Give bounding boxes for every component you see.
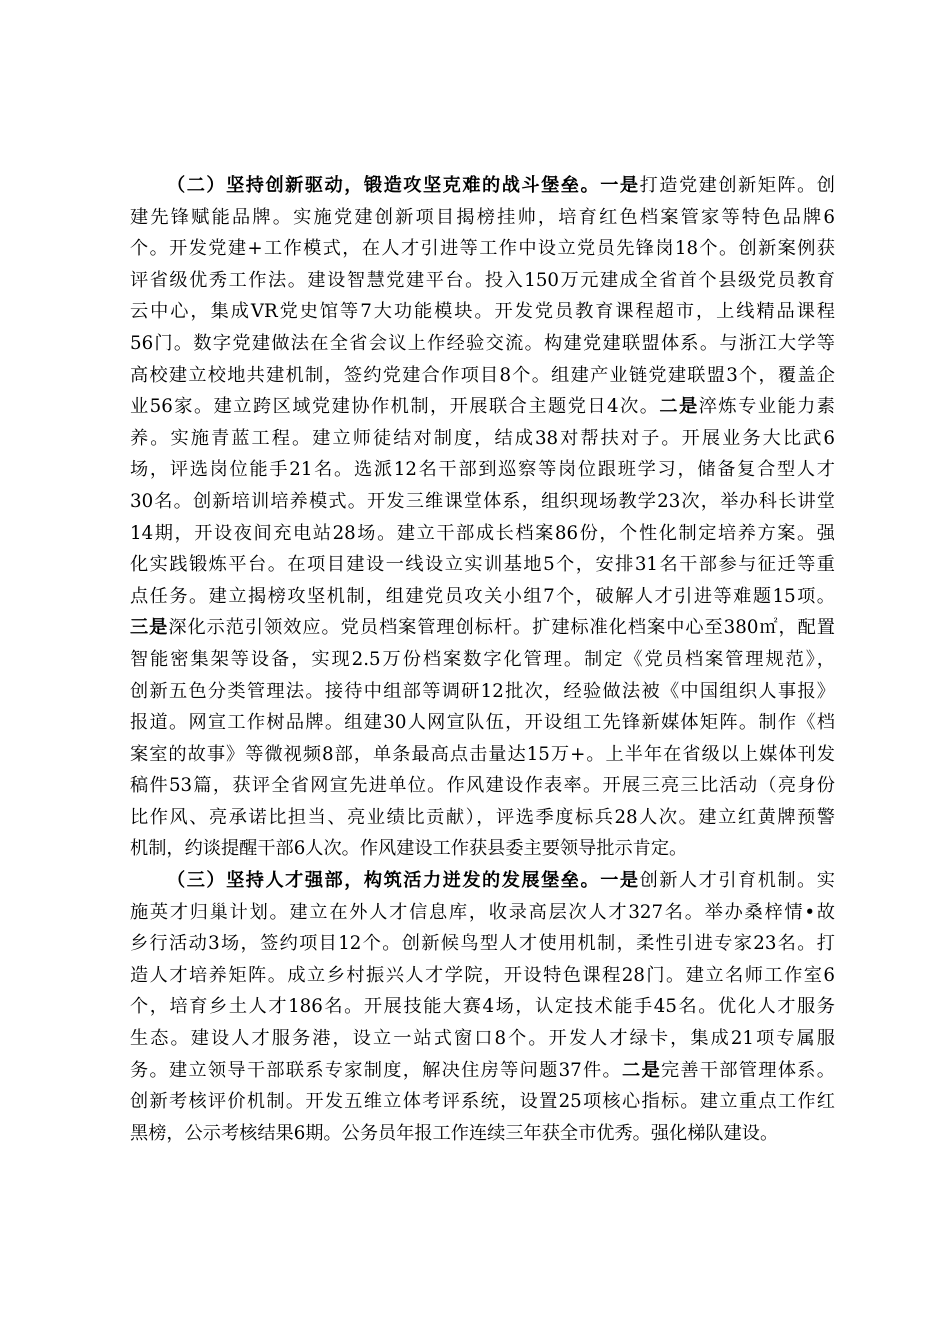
document-body	[130, 170, 835, 1149]
text-segment: 创新五色分类管理法。接待中组部等调研12批次，经验做法被《中国组织人事报》	[130, 680, 835, 702]
text-line	[130, 170, 835, 202]
bold-text-segment: 二是	[659, 396, 699, 418]
text-segment: 创新人才引育机制。实	[639, 870, 835, 892]
text-segment: 创新考核评价机制。开发五维立体考评系统，设置25项核心指标。建立重点工作红	[130, 1091, 835, 1113]
text-segment: 报道。网宣工作树品牌。组建30人网宣队伍，开设组工先锋新媒体矩阵。制作《档	[130, 712, 835, 734]
text-line	[130, 518, 835, 550]
text-line	[130, 739, 835, 771]
text-line	[130, 296, 835, 328]
bold-text-segment: （三）坚持人才强部，构筑活力迸发的发展堡垒。一是	[167, 870, 640, 892]
text-line	[130, 454, 835, 486]
text-line	[130, 960, 835, 992]
text-segment: 案室的故事》等微视频8部，单条最高点击量达15万+。上半年在省级以上媒体刊发	[130, 743, 835, 765]
text-line	[130, 865, 835, 897]
text-line	[130, 612, 835, 644]
text-segment: 56门。数字党建做法在全省会议上作经验交流。构建党建联盟体系。与浙江大学等	[130, 332, 835, 354]
text-segment: 乡行活动3场，签约项目12个。创新候鸟型人才使用机制，柔性引进专家23名。打	[130, 933, 835, 955]
text-segment: 30名。创新培训培养模式。开发三维课堂体系，组织现场教学23次，举办科长讲堂	[130, 490, 835, 512]
text-segment: 生态。建设人才服务港，设立一站式窗口8个。开发人才绿卡，集成21项专属服	[130, 1028, 835, 1050]
text-segment: 高校建立校地共建机制，签约党建合作项目8个。组建产业链党建联盟3个，覆盖企	[130, 364, 835, 386]
paragraph-p3	[130, 865, 835, 1149]
text-segment: 建先锋赋能品牌。实施党建创新项目揭榜挂帅，培育红色档案管家等特色品牌6	[130, 206, 835, 228]
text-segment: 深化示范引领效应。党员档案管理创标杆。扩建标准化档案中心至380㎡，配置	[168, 617, 835, 639]
text-segment: 化实践锻炼平台。在项目建设一线设立实训基地5个，安排31名干部参与征迁等重	[130, 554, 835, 576]
text-line	[130, 991, 835, 1023]
text-line	[130, 928, 835, 960]
text-segment: 场，评选岗位能手21名。选派12名干部到巡察等岗位跟班学习，储备复合型人才	[130, 459, 835, 481]
bold-text-segment: 二是	[621, 1059, 661, 1081]
text-segment: 完善干部管理体系。	[660, 1059, 835, 1081]
text-line	[130, 1118, 835, 1150]
text-segment: 评省级优秀工作法。建设智慧党建平台。投入150万元建成全省首个县级党员教育	[130, 269, 835, 291]
text-segment: 务。建立领导干部联系专家制度，解决住房等问题37件。	[130, 1059, 622, 1081]
text-line	[130, 1055, 835, 1087]
text-line	[130, 1023, 835, 1055]
text-line	[130, 328, 835, 360]
text-segment: 比作风、亮承诺比担当、亮业绩比贡献），评选季度标兵28人次。建立红黄牌预警	[130, 806, 835, 828]
text-line	[130, 423, 835, 455]
text-line	[130, 644, 835, 676]
text-segment: 稿件53篇，获评全省网宣先进单位。作风建设作表率。开展三亮三比活动（亮身份	[130, 775, 835, 797]
text-segment: 云中心，集成VR党史馆等7大功能模块。开发党员教育课程超市，上线精品课程	[130, 301, 835, 323]
text-line	[130, 391, 835, 423]
text-line	[130, 676, 835, 708]
bold-text-segment: （二）坚持创新驱动，锻造攻坚克难的战斗堡垒。一是	[167, 175, 640, 196]
text-segment: 养。实施青蓝工程。建立师徒结对制度，结成38对帮扶对子。开展业务大比武6	[130, 427, 835, 449]
paragraph-p2	[130, 170, 835, 865]
text-line	[130, 581, 835, 613]
text-segment: 机制，约谈提醒干部6人次。作风建设工作获县委主要领导批示肯定。	[130, 838, 688, 860]
text-segment: 打造党建创新矩阵。创	[639, 175, 835, 196]
text-segment: 个，培育乡土人才186名。开展技能大赛4场，认定技术能手45名。优化人才服务	[130, 996, 835, 1018]
text-segment: 业56家。建立跨区域党建协作机制，开展联合主题党日4次。	[130, 396, 660, 418]
text-segment: 施英才归巢计划。建立在外人才信息库，收录高层次人才327名。举办桑梓情•故	[130, 901, 835, 923]
text-segment: 点任务。建立揭榜攻坚机制，组建党员攻关小组7个，破解人才引进等难题15项。	[130, 585, 835, 607]
text-line	[130, 265, 835, 297]
text-line	[130, 707, 835, 739]
text-segment: 造人才培养矩阵。成立乡村振兴人才学院，开设特色课程28门。建立名师工作室6	[130, 964, 835, 986]
text-line	[130, 833, 835, 865]
text-line	[130, 549, 835, 581]
text-segment: 智能密集架等设备，实现2.5万份档案数字化管理。制定《党员档案管理规范》，	[130, 648, 835, 670]
text-line	[130, 233, 835, 265]
bold-text-segment: 三是	[130, 617, 169, 639]
text-line	[130, 486, 835, 518]
text-line	[130, 360, 835, 392]
text-line	[130, 202, 835, 234]
text-segment: 14期，开设夜间充电站28场。建立干部成长档案86份，个性化制定培养方案。强	[130, 522, 835, 544]
text-line	[130, 802, 835, 834]
text-line	[130, 770, 835, 802]
text-segment: 淬炼专业能力素	[698, 396, 835, 418]
text-segment: 个。开发党建+工作模式，在人才引进等工作中设立党员先锋岗18个。创新案例获	[130, 238, 835, 260]
text-line	[130, 897, 835, 929]
text-line	[130, 1086, 835, 1118]
text-segment: 黑榜，公示考核结果6期。公务员年报工作连续三年获全市优秀。强化梯队建设。	[130, 1122, 779, 1144]
